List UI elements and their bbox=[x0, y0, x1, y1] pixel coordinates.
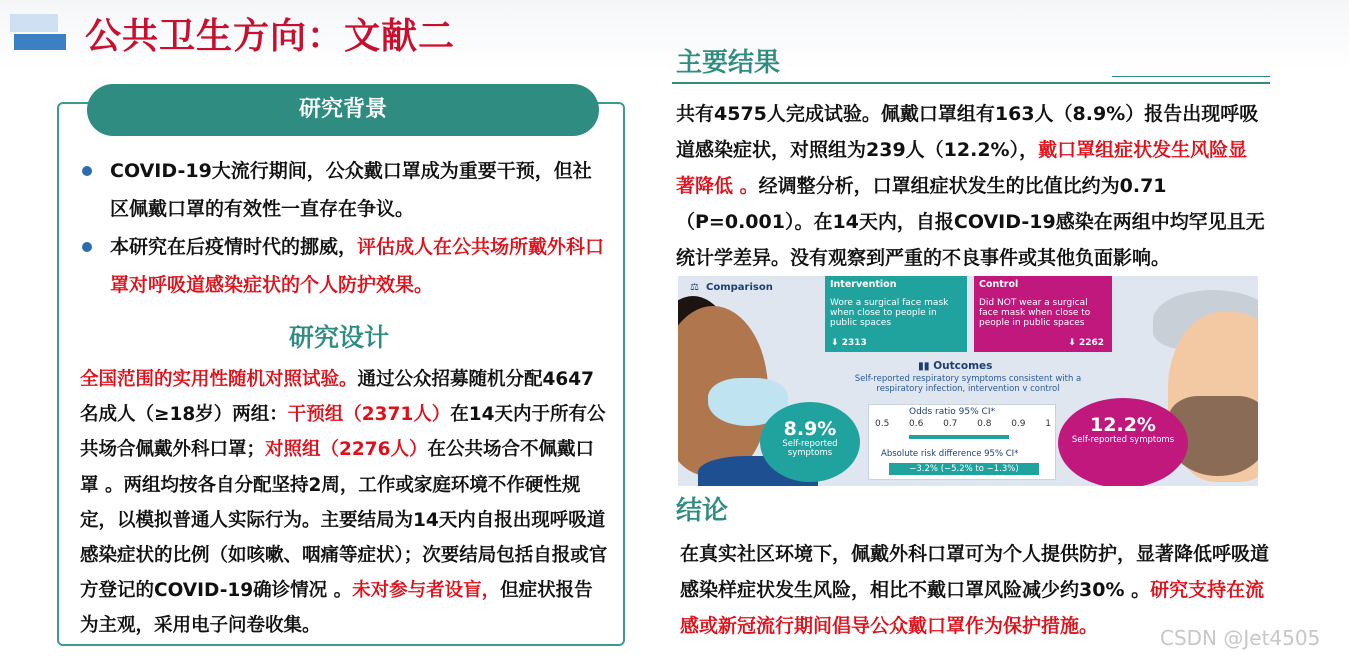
slide-title: 公共卫生方向：文献二 bbox=[85, 16, 456, 57]
control-text: Did NOT wear a surgical face mask when close to people in public spaces bbox=[979, 298, 1091, 328]
bullet-text: COVID-19大流行期间，公众戴口罩成为重要干预，但社区佩戴口罩的有效性一直存在争议。 bbox=[110, 160, 592, 220]
bullet-dot-icon bbox=[82, 166, 92, 176]
control-box bbox=[974, 276, 1112, 352]
left-label: Self-reported symptoms bbox=[782, 439, 838, 458]
intervention-count: 2313 bbox=[841, 338, 867, 348]
intervention-box bbox=[825, 276, 967, 352]
divider bbox=[1112, 76, 1270, 77]
intervention-head: Intervention bbox=[830, 279, 897, 290]
scale-icon: ⚖ bbox=[690, 282, 699, 293]
design-seg: 通过公众招募随机分配4647名成人（≥18岁）两组： bbox=[80, 369, 595, 426]
odds-ratio-panel bbox=[868, 404, 1056, 480]
conclusion-heading: 结论 bbox=[676, 496, 729, 526]
design-heading: 研究设计 bbox=[288, 323, 389, 352]
outcomes-sub: Self-reported respiratory symptoms consistent with a respiratory infection, intervention v control bbox=[854, 374, 1082, 394]
design-text bbox=[80, 362, 610, 644]
results-seg: 共有4575人完成试验。佩戴口罩组有163人（8.9%）报告出现呼吸道感染症状，对照组为239人（12.2%）， bbox=[676, 103, 1259, 161]
design-highlight: 干预组（2371人） bbox=[287, 404, 451, 426]
intervention-result-circle bbox=[760, 402, 860, 482]
background-heading: 研究背景 bbox=[87, 84, 599, 136]
infographic-image bbox=[678, 276, 1258, 486]
slide-logo bbox=[10, 14, 66, 54]
ard-value: −3.2% (−5.2% to −1.3%) bbox=[889, 463, 1039, 475]
bullet-dot-icon bbox=[82, 242, 92, 252]
odds-head: Odds ratio 95% CI* bbox=[909, 407, 995, 417]
odds-tick: 0.5 bbox=[875, 419, 890, 429]
outcomes-label: ▮▮ Outcomes bbox=[918, 360, 993, 372]
bullet-item-1 bbox=[80, 152, 610, 228]
intervention-text: Wore a surgical face mask when close to people in public spaces bbox=[830, 298, 949, 328]
results-seg: 经调整分析，口罩组症状发生的比值比约为0.71（P=0.001）。在14天内，自报COVID-19感染在两组中均罕见且无统计学差异。没有观察到严重的不良事件或其他负面影响。 bbox=[676, 175, 1265, 269]
conclusion-highlight: 研究支持在流感或新冠流行期间倡导公众戴口罩作为保护措施。 bbox=[680, 579, 1265, 637]
odds-tick: 0.6 bbox=[909, 419, 924, 429]
outcomes-text: Outcomes bbox=[933, 360, 993, 372]
design-highlight: 对照组（2276人） bbox=[265, 439, 428, 461]
odds-tick: 0.7 bbox=[943, 419, 958, 429]
control-head: Control bbox=[979, 279, 1019, 290]
comparison-label: Comparison bbox=[706, 282, 773, 293]
results-heading: 主要结果 bbox=[676, 48, 781, 78]
design-seg: 但症状报告为主观，采用电子问卷收集。 bbox=[80, 580, 593, 637]
odds-tick: 0.9 bbox=[1011, 419, 1026, 429]
right-pct: 12.2% bbox=[1090, 414, 1156, 436]
bullet-highlight: 评估成人在公共场所戴外科口罩对呼吸道感染症状的个人防护效果。 bbox=[110, 236, 605, 296]
control-result-circle bbox=[1058, 398, 1188, 486]
odds-ci-bar bbox=[909, 435, 1009, 439]
control-n: ⬇ 2262 bbox=[1068, 338, 1104, 348]
conclusion-seg: 在真实社区环境下，佩戴外科口罩可为个人提供防护，显著降低呼吸道感染样症状发生风险，相比不戴口罩风险减少约30% 。 bbox=[680, 543, 1270, 601]
left-pct: 8.9% bbox=[783, 418, 837, 440]
design-highlight: 全国范围的实用性随机对照试验。 bbox=[80, 369, 358, 390]
results-text bbox=[676, 96, 1266, 276]
odds-tick: 0.8 bbox=[977, 419, 992, 429]
design-seg: 在公共场合不佩戴口罩 。两组均按各自分配坚持2周，工作或家庭环境不作硬性规定，以模拟普通人实际行为。主要结局为14天内自报出现呼吸道感染症状的比例（如咳嗽、咽痛等症状）；次要结局包括自报或官方登记的COVID-19确诊情况 。 bbox=[80, 439, 608, 602]
odds-ticks bbox=[875, 419, 1051, 429]
design-seg: 在14天内于所有公共场合佩戴外科口罩； bbox=[80, 404, 606, 461]
right-label: Self-reported symptoms bbox=[1071, 435, 1175, 445]
intervention-n: ⬇ 2313 bbox=[831, 338, 867, 348]
design-highlight: 未对参与者设盲， bbox=[352, 580, 501, 602]
ard-head: Absolute risk difference 95% CI* bbox=[881, 449, 1019, 459]
bullet-text: 本研究在后疫情时代的挪威， bbox=[110, 236, 358, 258]
control-count: 2262 bbox=[1078, 338, 1104, 348]
bullet-item-2 bbox=[80, 228, 610, 304]
divider bbox=[672, 82, 1270, 84]
odds-tick: 1 bbox=[1045, 419, 1051, 429]
background-bullets bbox=[80, 152, 610, 304]
watermark: CSDN @Jet4505 bbox=[1160, 626, 1321, 650]
results-highlight: 戴口罩组症状发生风险显著降低 。 bbox=[676, 139, 1248, 197]
